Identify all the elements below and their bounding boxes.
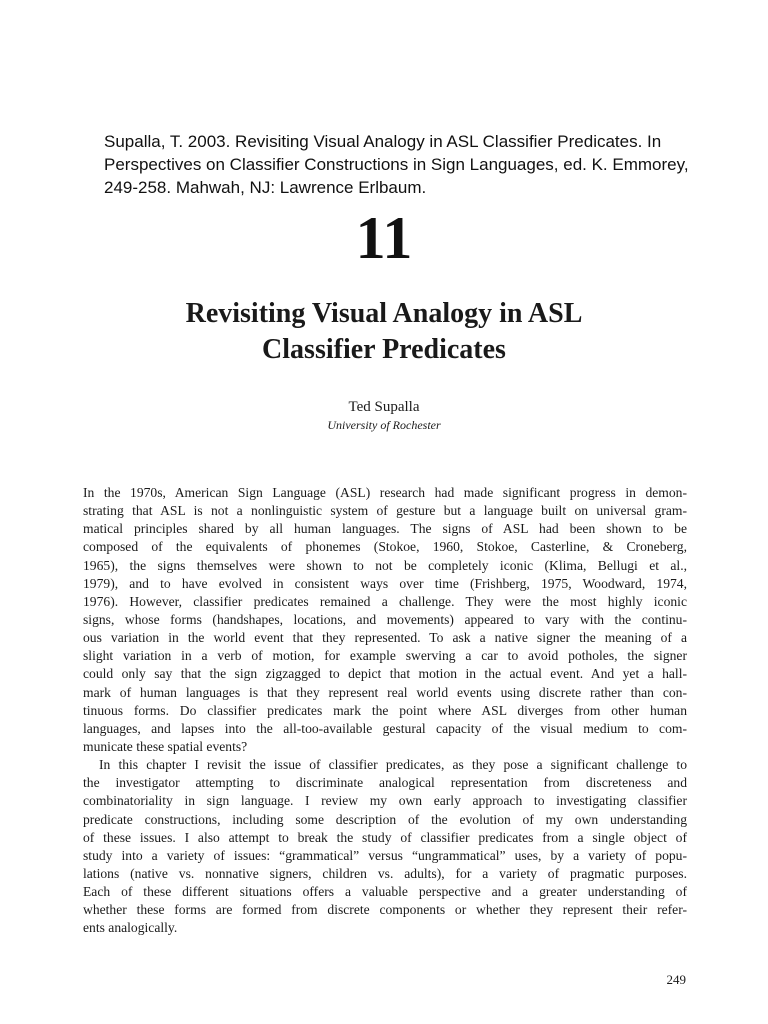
- page-number: 249: [666, 972, 686, 987]
- text-line: whether these forms are formed from discrete components or whether they represent their refer-: [83, 902, 687, 918]
- text-line: matical principles shared by all human languages. The signs of ASL had been shown to be: [83, 521, 687, 537]
- text-line: 1979), and to have evolved in consistent ways over time (Frishberg, 1975, Woodward, 1974,: [83, 575, 687, 591]
- chapter-title-line: Classifier Predicates: [262, 334, 506, 365]
- text-line: 1965), the signs themselves were shown to not be completely iconic (Klima, Bellugi et al.,: [83, 557, 687, 573]
- paragraph-2: [83, 756, 687, 937]
- text-line: predicate constructions, including some description of the evolution of my own understanding: [83, 811, 687, 827]
- text-line: ous variation in the world event that they represented. To ask a native signer the meaning of a: [83, 630, 687, 646]
- text-line: In this chapter I revisit the issue of classifier predicates, as they pose a significant challenge to: [99, 757, 687, 773]
- text-line: ents analogically.: [83, 920, 178, 936]
- paragraph-1: [83, 484, 687, 756]
- chapter-number: 11: [355, 205, 413, 271]
- text-line: study into a variety of issues: “grammatical” versus “ungrammatical” uses, by a variety of popu-: [83, 847, 687, 863]
- author-affiliation: University of Rochester: [327, 418, 441, 432]
- text-line: In the 1970s, American Sign Language (ASL) research had made significant progress in demon-: [83, 485, 687, 500]
- citation-line: Perspectives on Classifier Constructions in Sign Languages, ed. K. Emmorey,: [104, 155, 689, 174]
- text-line: composed of the equivalents of phonemes (Stokoe, 1960, Stokoe, Casterline, & Croneberg,: [83, 539, 687, 555]
- text-line: tinuous forms. Do classifier predicates mark the point where ASL diverges from other human: [83, 702, 687, 718]
- text-line: languages, and lapses into the all-too-available gestural capacity of the visual medium to com-: [83, 720, 687, 736]
- text-line: 1976). However, classifier predicates remained a challenge. They were the most highly iconic: [83, 593, 687, 609]
- body-text: [83, 484, 687, 938]
- chapter-title: [0, 296, 768, 368]
- text-line: of these issues. I also attempt to break the study of classifier predicates from a single object of: [83, 829, 687, 845]
- text-line: Each of these different situations offers a valuable perspective and a greater understanding of: [83, 884, 687, 900]
- chapter-title-line: Revisiting Visual Analogy in ASL: [185, 298, 583, 329]
- text-line: municate these spatial events?: [83, 738, 248, 754]
- text-line: could only say that the sign zigzagged to depict that motion in the actual event. And yet a hall-: [83, 666, 687, 682]
- text-line: lations (native vs. nonnative signers, children vs. adults), for a variety of pragmatic purposes.: [83, 865, 687, 881]
- text-line: mark of human languages is that they represent real world events using discrete rather than con-: [83, 684, 687, 700]
- text-line: combinatoriality in sign language. I review my own early approach to investigating classifier: [83, 793, 687, 809]
- citation-line: 249-258. Mahwah, NJ: Lawrence Erlbaum.: [104, 178, 427, 197]
- text-line: strating that ASL is not a nonlinguistic system of gesture but a language built on universal gram-: [83, 503, 687, 519]
- author-name: Ted Supalla: [348, 399, 420, 415]
- text-line: signs, whose forms (handshapes, locations, and movements) appeared to vary with the continu-: [83, 611, 687, 627]
- citation-line: Supalla, T. 2003. Revisiting Visual Analogy in ASL Classifier Predicates. In: [104, 132, 662, 151]
- text-line: slight variation in a verb of motion, for example swerving a car to avoid potholes, the signer: [83, 648, 687, 664]
- citation-block: [104, 130, 744, 199]
- text-line: the investigator attempting to discriminate analogical representation from discreteness and: [83, 775, 687, 791]
